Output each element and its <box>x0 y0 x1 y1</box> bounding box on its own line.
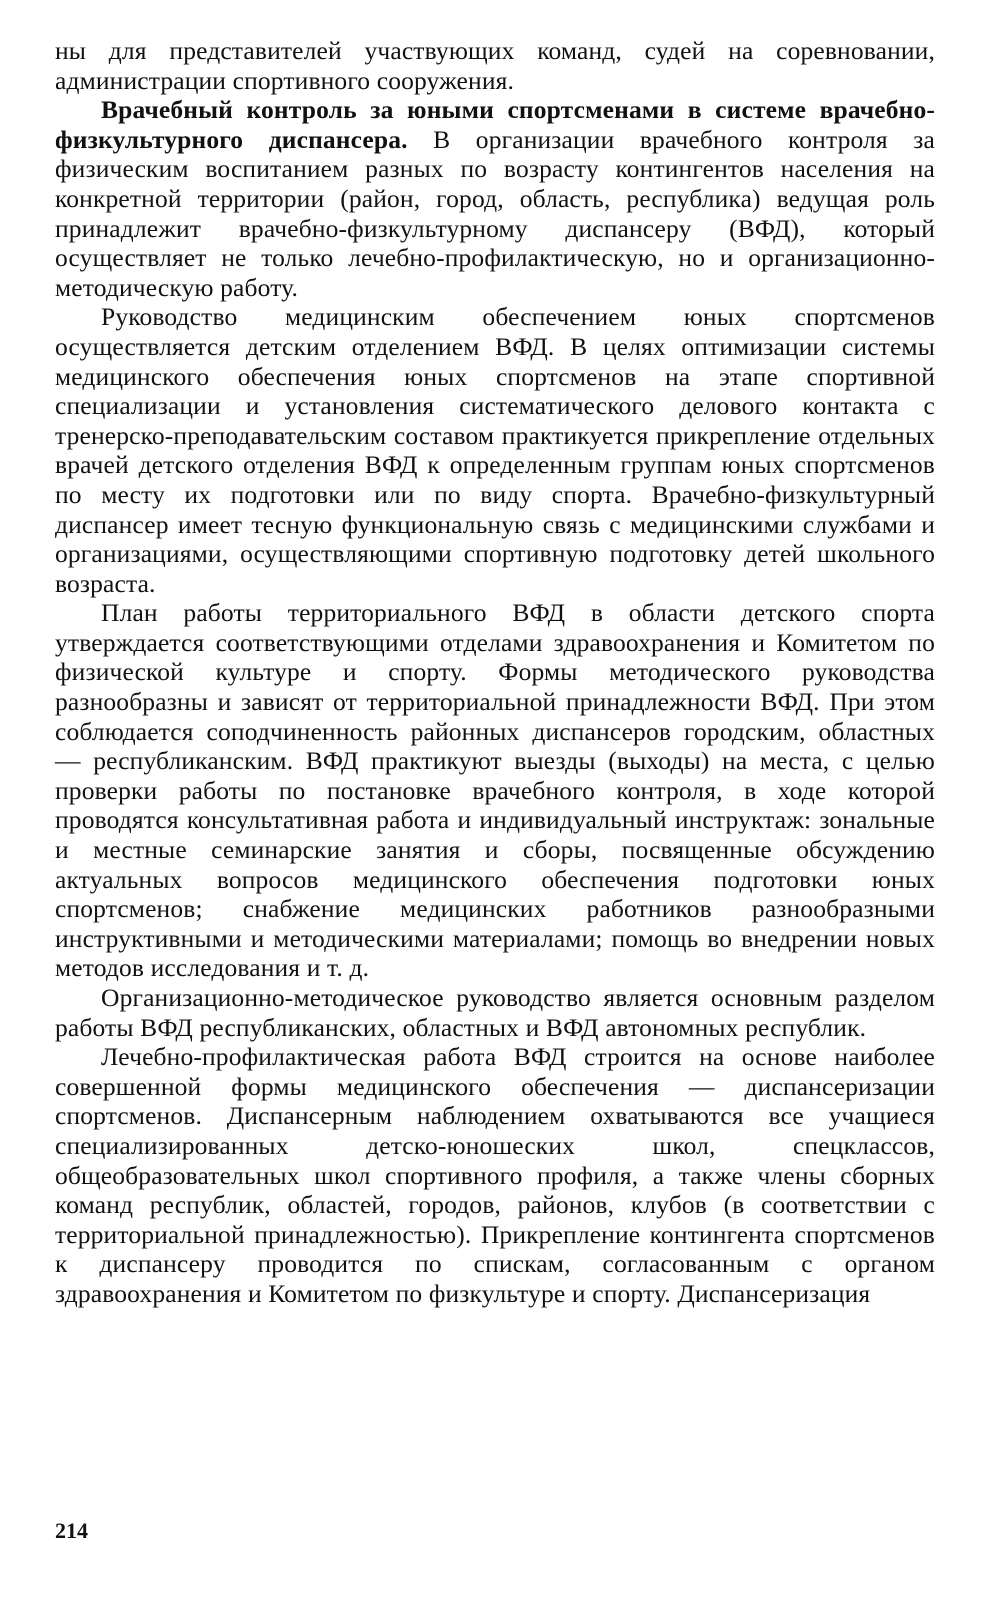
page-body <box>55 36 935 1536</box>
paragraph <box>55 598 935 983</box>
paragraph-text: В организации врачебного контроля за физическим воспитанием разных по возрасту контингентов населения на конкретной территории (район, город, область, республика) ведущая роль принадлежит врачебно-физкультурному диспансеру (ВФД), который осуществляет не только лечебно-профилактическую, но и организационно-методическую работу. <box>55 124 935 302</box>
paragraph-section-heading <box>55 95 935 302</box>
section-heading: Врачебный контроль за юными спортсменами в системе врачебно-физкультурного диспансера. <box>55 95 935 154</box>
paragraph-text: Лечебно-профилактическая работа ВФД строится на основе наиболее совершенной формы медицинского обеспечения — диспансеризации спортсменов. Диспансерным наблюдением охватываются все учащиеся специализированных детско-юношеских школ, спецклассов, общеобразовательных школ спортивного профиля, а также члены сборных команд республик, областей, городов, районов, клубов (в соответствии с территориальной принадлежностью). Прикрепление контингента спортсменов к диспансеру проводится по спискам, согласованным с органом здравоохранения и Комитетом по физкультуре и спорту. Диспансеризация <box>55 1042 935 1308</box>
paragraph-text: Организационно-методическое руководство является основным разделом работы ВФД республиканских, областных и ВФД автономных республик. <box>55 983 935 1042</box>
paragraph-text: Руководство медицинским обеспечением юных спортсменов осуществляется детским отделением ВФД. В целях оптимизации системы медицинского обеспечения юных спортсменов на этапе спортивной специализации и установления систематического делового контакта с тренерско-преподавательским составом практикуется прикрепление отдельных врачей детского отделения ВФД к определенным группам юных спортсменов по месту их подготовки или по виду спорта. Врачебно-физкультурный диспансер имеет тесную функциональную связь с медицинскими службами и организациями, осуществляющими спортивную подготовку детей школьного возраста. <box>55 302 935 598</box>
page-number: 214 <box>55 1518 88 1543</box>
paragraph <box>55 983 935 1042</box>
paragraph-text: План работы территориального ВФД в области детского спорта утверждается соответствующими отделами здравоохранения и Комитетом по физической культуре и спорту. Формы методического руководства разнообразны и зависят от территориальной принадлежности ВФД. При этом соблюдается соподчиненность районных диспансеров городским, областных — республиканским. ВФД практикуют выезды (выходы) на места, с целью проверки работы по постановке врачебного контроля, в ходе которой проводятся консультативная работа и индивидуальный инструктаж: зональные и местные семинарские занятия и сборы, посвященные обсуждению актуальных вопросов медицинского обеспечения подготовки юных спортсменов; снабжение медицинских работников разнообразными инструктивными и методическими материалами; помощь во внедрении новых методов исследования и т. д. <box>55 598 935 983</box>
paragraph <box>55 302 935 598</box>
paragraph-text: ны для представителей участвующих команд, судей на соревновании, администрации спортивного сооружения. <box>55 36 935 95</box>
paragraph-continuation <box>55 36 935 95</box>
paragraph <box>55 1042 935 1308</box>
